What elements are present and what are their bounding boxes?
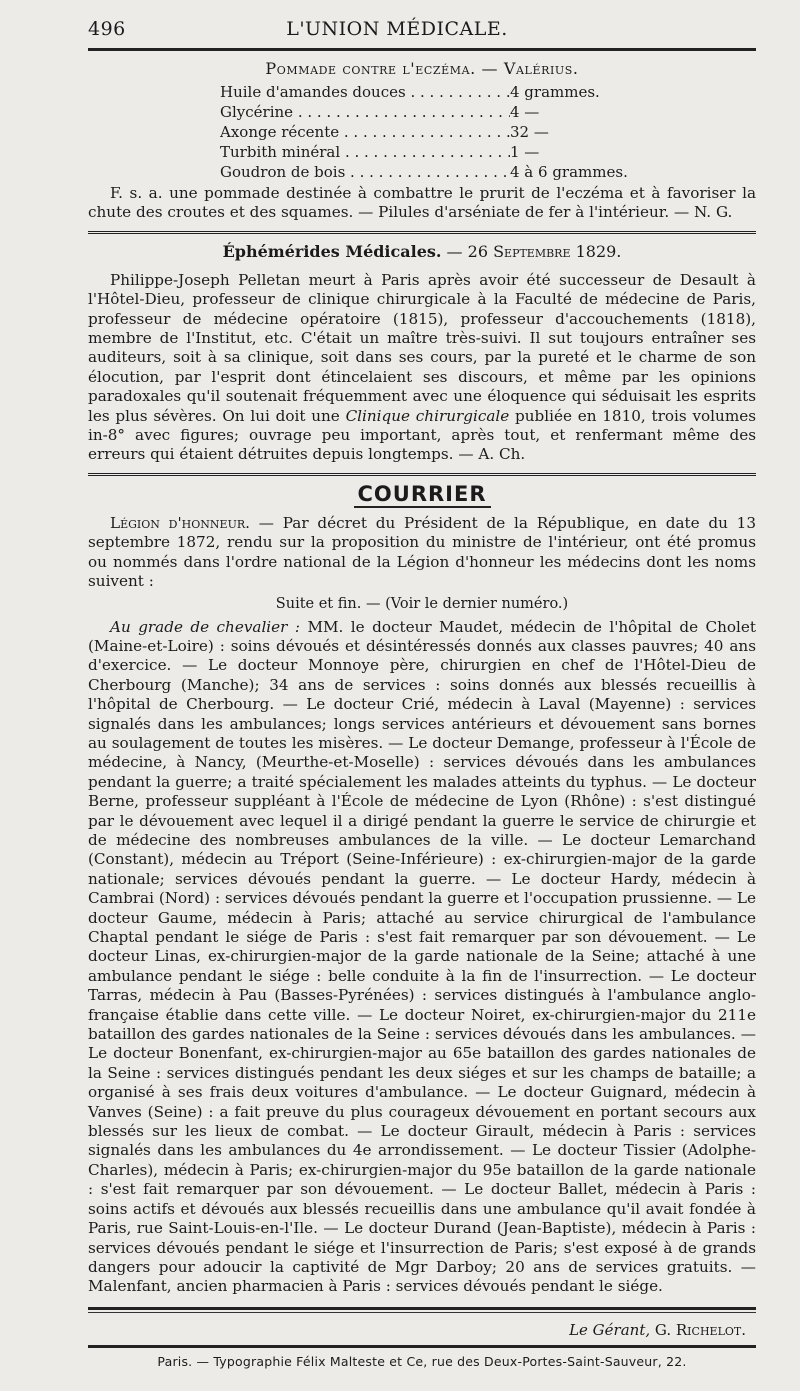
legion-paragraph <box>88 514 756 592</box>
ephemerides-heading <box>88 242 756 261</box>
recipe-item <box>220 102 756 122</box>
footer-bottom-rule <box>88 1345 756 1348</box>
gerant-line <box>88 1321 746 1339</box>
recipe-quantity: 1 — <box>510 143 540 161</box>
grade-paragraph <box>88 618 756 1297</box>
ephemerides-text-part1: Philippe-Joseph Pelletan meurt à Paris après avoir été successeur de Desault à l'Hôtel-Dieu, professeur de clinique chirurgicale à la Faculté de médecine de Paris, professeur de médecine opératoire (1815), professeur d'accouchements (1818), membre de l'Institut, etc. C'était un maître très-suivi. Il sut toujours entraîner ses auditeurs, soit à sa clinique, soit dans ses cours, par la pureté et le charme de son élocution, par l'esprit dont étincelaient ses discours, et même par les opinions paradoxales qu'il soutenait fréquemment avec une éloquence qui séduisait les esprits les plus sévères. On lui doit une <box>88 270 756 425</box>
recipe-quantity: 32 — <box>510 123 549 141</box>
recipe-ingredient: Turbith minéral . . . <box>220 142 510 162</box>
recipe-note: F. s. a. une pommade destinée à combattre le prurit de l'eczéma et à favoriser la chute des croutes et des squames. — Pilules d'arséniate de fer à l'intérieur. — N. G. <box>88 184 756 222</box>
ephemerides-text <box>88 271 756 465</box>
grade-label: Au grade de chevalier : <box>110 617 300 636</box>
running-header <box>88 18 756 40</box>
recipe-ingredient: Goudron de bois . . . <box>220 162 510 182</box>
suite-note: Suite et fin. — (Voir le dernier numéro.) <box>275 595 569 612</box>
gerant-name: G. Richelot. <box>654 1320 746 1339</box>
recipe-item <box>220 142 756 162</box>
legion-label: Légion d'honneur. <box>110 513 250 532</box>
recipe-item <box>220 122 756 142</box>
header-rule <box>88 48 756 51</box>
recipe-quantity: 4 — <box>510 103 540 121</box>
ephemerides-text-part2: publiée en 1810, trois volumes in-8° avec figures; ouvrage peu important, après tout, et renfermant même des erreurs qui étaient détruites depuis longtemps. — A. Ch. <box>88 406 757 464</box>
ephemerides-date: — 26 Septembre 1829. <box>446 241 622 261</box>
journal-title: L'UNION MÉDICALE. <box>286 18 508 40</box>
printer-imprint: Paris. — Typographie Félix Malteste et Ce, rue des Deux-Portes-Saint-Sauveur, 22. <box>157 1353 687 1369</box>
grade-text: MM. le docteur Maudet, médecin de l'hôpital de Cholet (Maine-et-Loire) : soins dévoués et désintéressés donnés aux classes pauvres; 40 ans d'exercice. — Le docteur Monnoye père, chirurgien en chef de l'Hôtel-Dieu de Cherbourg (Manche); 34 ans de services : soins donnés aux blessés recueillis à l'hôpital de Cherbourg. — Le docteur Crié, médecin à Laval (Mayenne) : services signalés dans les ambulances; longs services antérieurs et dévouement sans bornes au soulagement de toutes les misères. — Le docteur Demange, professeur à l'École de médecine, à Nancy, (Meurthe-et-Moselle) : services dévoués dans les ambulances pendant la guerre; a traité spécialement les malades atteints du typhus. — Le docteur Berne, professeur suppléant à l'École de médecine de Lyon (Rhône) : s'est distingué par le dévouement avec lequel il a dirigé pendant la guerre le service de chirurgie et de médecine des nombreuses ambulances de la ville. — Le docteur Lemarchand (Constant), médecin au Tréport (Seine-Inférieure) : ex-chirurgien-major de la garde nationale; services dévoués pendant la guerre. — Le docteur Hardy, médecin à Cambrai (Nord) : services dévoués pendant la guerre et l'occupation prussienne. — Le docteur Gaume, médecin à Paris; attaché au service chirurgical de l'ambulance Chaptal pendant le siége de Paris : s'est fait remarquer par son dévouement. — Le docteur Linas, ex-chirurgien-major de la garde nationale de la Seine; attaché à une ambulance pendant le siége : belle conduite à la fin de l'insurrection. — Le docteur Tarras, médecin à Pau (Basses-Pyrénées) : services distingués à l'ambulance anglo-française établie dans cette ville. — Le docteur Noiret, ex-chirurgien-major du 211e bataillon des gardes nationales de la Seine : services dévoués dans les ambulances. — Le docteur Bonenfant, ex-chirurgien-major au 65e bataillon des gardes nationales de la Seine : services distingués pendant les deux siéges et sur les champs de bataille; a organisé à ses frais deux voitures d'ambulance. — Le docteur Guignard, médecin à Vanves (Seine) : a fait preuve du plus courageux dévouement en portant secours aux blessés sur les lieux de combat. — Le docteur Girault, médecin à Paris : services signalés dans les ambulances du 4e arrondissement. — Le docteur Tissier (Adolphe-Charles), médecin à Paris; ex-chirurgien-major du 95e bataillon de la garde nationale : s'est fait remarquer par son dévouement. — Le docteur Ballet, médecin à Paris : soins actifs et dévoués aux blessés recueillis dans une ambulance qu'il avait fondée à Paris, rue Saint-Louis-en-l'Ile. — Le docteur Durand (Jean-Baptiste), médecin à Paris : services dévoués pendant le siége et l'insurrection de Paris; s'est exposé à de grands dangers pour adoucir la captivité de Mgr Darboy; 20 ans de services gratuits. — Malenfant, ancien pharmacien à Paris : services dévoués pendant le siége. <box>88 617 757 1296</box>
page-number: 496 <box>88 18 126 40</box>
recipe-list <box>220 82 756 182</box>
recipe-quantity: 4 grammes. <box>510 83 600 101</box>
courrier-title: COURRIER <box>354 482 491 508</box>
section-divider <box>88 473 756 476</box>
recipe-item <box>220 162 756 182</box>
gerant-label: Le Gérant, <box>569 1320 651 1339</box>
footer-rule-thin <box>88 1312 756 1313</box>
recipe-ingredient: Glycérine . . . <box>220 102 510 122</box>
section-divider <box>88 231 756 234</box>
recipe-item <box>220 82 756 102</box>
footer-rule <box>88 1307 756 1310</box>
legion-text: — Par décret du Président de la République, en date du 13 septembre 1872, rendu sur la proposition du ministre de l'intérieur, ont été promus ou nommés dans l'ordre national de la Légion d'honneur les médecins dont les noms suivent : <box>88 513 757 591</box>
courrier-heading <box>88 482 756 506</box>
recipe-quantity: 4 à 6 grammes. <box>510 163 628 181</box>
recipe-title: Pommade contre l'eczéma. — Valérius. <box>265 59 579 78</box>
recipe-ingredient: Axonge récente . . . <box>220 122 510 142</box>
ephemerides-book-title: Clinique chirurgicale <box>345 406 510 425</box>
ephemerides-title: Éphémérides Médicales. <box>222 241 442 261</box>
recipe-ingredient: Huile d'amandes douces . . . <box>220 82 510 102</box>
